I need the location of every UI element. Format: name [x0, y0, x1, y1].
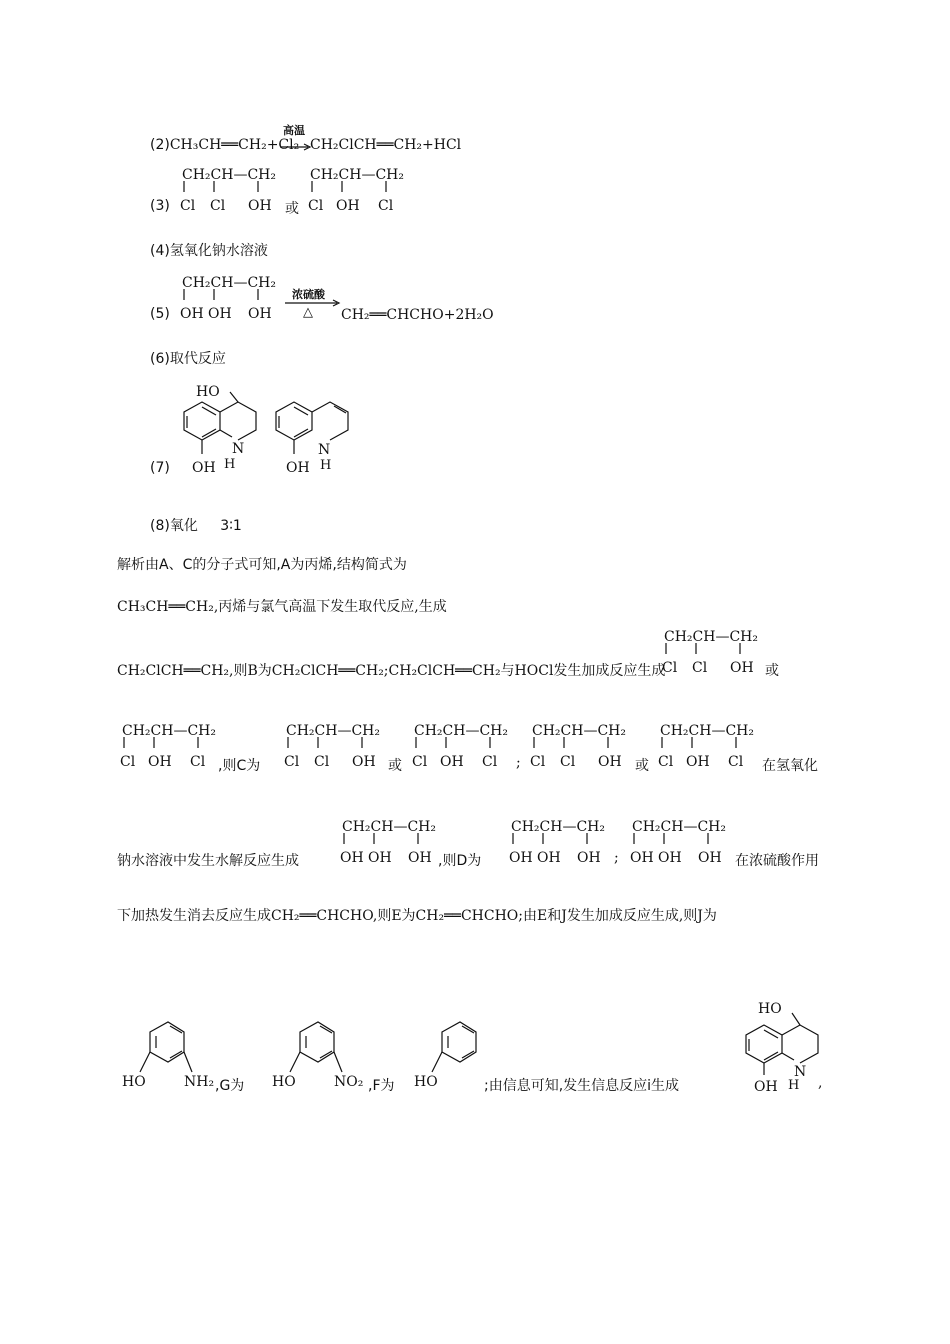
- ap-nh2: NH₂: [184, 1074, 215, 1090]
- q7-label-oh2: OH: [286, 460, 310, 476]
- analysis-or-1: 或: [765, 663, 779, 679]
- analysis-aminophenol: [120, 1020, 220, 1100]
- q3a-sub-1: Cl: [180, 198, 196, 214]
- q5-condition-bottom: △: [303, 305, 313, 320]
- s2-sub-1: Cl: [120, 754, 136, 770]
- q4-number: (4): [150, 243, 170, 259]
- q3b-sub-3: Cl: [378, 198, 394, 214]
- analysis-semicolon-2: ;: [614, 850, 619, 866]
- analysis-c-struct-4: [656, 722, 756, 772]
- q2-rhs: CH₂ClCH══CH₂+HCl: [310, 137, 462, 153]
- analysis-or-2: 或: [388, 758, 402, 774]
- g1-chain: CH₂CH—CH₂: [342, 819, 436, 835]
- analysis-f: ,F为: [368, 1078, 395, 1094]
- ph-ho: HO: [414, 1074, 438, 1090]
- g1-sub-2: OH: [368, 850, 392, 866]
- j-n: N: [794, 1064, 807, 1080]
- q2-line: [150, 137, 299, 153]
- analysis-line4-tail: 在氢氧化: [762, 758, 818, 774]
- analysis-semicolon-1: ;: [516, 755, 521, 771]
- g3-sub-1: OH: [630, 850, 654, 866]
- g2-sub-2: OH: [537, 850, 561, 866]
- analysis-end-comma: ,: [818, 1075, 823, 1091]
- j-h: H: [788, 1078, 800, 1093]
- analysis-line-2: CH₃CH══CH₂,丙烯与氯气高温下发生取代反应,生成: [117, 599, 447, 615]
- c3-sub-2: Cl: [560, 754, 576, 770]
- q8-line: [150, 515, 242, 535]
- c3-sub-3: OH: [598, 754, 622, 770]
- analysis-struct-clOHcl: [118, 722, 218, 772]
- s2-sub-2: OH: [148, 754, 172, 770]
- q4-text: 氢氧化钠水溶液: [169, 243, 268, 259]
- analysis-c-struct-1: [282, 722, 382, 772]
- g3-sub-2: OH: [658, 850, 682, 866]
- q5-sub-2: OH: [208, 306, 232, 322]
- c2-chain: CH₂CH—CH₂: [414, 723, 508, 739]
- q6-text: 取代反应: [169, 351, 226, 367]
- analysis-then-d: ,则D为: [438, 853, 482, 869]
- ap-ho: HO: [122, 1074, 146, 1090]
- q5-product: CH₂══CHCHO+2H₂O: [341, 307, 494, 323]
- q3b-sub-1: Cl: [308, 198, 324, 214]
- q8-text: 氧化: [169, 518, 198, 534]
- q7-label-n2: N: [318, 442, 331, 458]
- g2-sub-3: OH: [577, 850, 601, 866]
- q8-ratio: 3∶1: [220, 518, 242, 534]
- q3a-chain: CH₂CH—CH₂: [182, 167, 276, 183]
- g1-sub-1: OH: [340, 850, 364, 866]
- q5-sub-3: OH: [248, 306, 272, 322]
- c1-sub-1: Cl: [284, 754, 300, 770]
- q3-structure-a: [178, 166, 278, 216]
- analysis-line-3: CH₂ClCH══CH₂,则B为CH₂ClCH══CH₂;CH₂ClCH══CH₂与HOCl发生加成反应生成: [117, 663, 666, 679]
- analysis-struct-clclOH: [660, 628, 760, 678]
- c2-sub-2: OH: [440, 754, 464, 770]
- q4-line: [150, 240, 268, 260]
- analysis-then-c: ,则C为: [218, 758, 261, 774]
- analysis-or-3: 或: [635, 758, 649, 774]
- c4-sub-3: Cl: [728, 754, 744, 770]
- q2-number: (2): [150, 137, 170, 153]
- q3a-sub-2: Cl: [210, 198, 226, 214]
- j-oh: OH: [754, 1079, 778, 1095]
- g3-chain: CH₂CH—CH₂: [632, 819, 726, 835]
- analysis-c-struct-2: [410, 722, 510, 772]
- q2-lhs: CH₃CH══CH₂+Cl₂: [169, 137, 300, 153]
- np-no2: NO₂: [334, 1074, 364, 1090]
- s1-sub-3: OH: [730, 660, 754, 676]
- q7-label-h2: H: [320, 458, 332, 473]
- q6-number: (6): [150, 351, 170, 367]
- q7-structure-dihydroquinolinol: [270, 400, 350, 480]
- q3b-sub-2: OH: [336, 198, 360, 214]
- q7-label-n: N: [232, 441, 245, 457]
- c4-chain: CH₂CH—CH₂: [660, 723, 754, 739]
- q7-label-ho: HO: [196, 384, 220, 400]
- q3-number: (3): [150, 198, 170, 214]
- c2-sub-3: Cl: [482, 754, 498, 770]
- g1-sub-3: OH: [408, 850, 432, 866]
- q3-structure-b: [306, 166, 406, 216]
- c3-sub-1: Cl: [530, 754, 546, 770]
- c4-sub-2: OH: [686, 754, 710, 770]
- analysis-line5-head: 钠水溶液中发生水解反应生成: [117, 853, 299, 869]
- q5-condition-top: 浓硫酸: [292, 288, 325, 301]
- g2-sub-1: OH: [509, 850, 533, 866]
- g2-chain: CH₂CH—CH₂: [511, 819, 605, 835]
- analysis-c-struct-3: [528, 722, 628, 772]
- analysis-info: ;由信息可知,发生信息反应ⅰ生成: [484, 1078, 680, 1094]
- q7-number: (7): [150, 460, 170, 476]
- q2-condition: 高温: [283, 124, 305, 137]
- analysis-line-6: 下加热发生消去反应生成CH₂══CHCHO,则E为CH₂══CHCHO;由E和J发生加成反应生成,则J为: [117, 908, 717, 924]
- s1-sub-2: Cl: [692, 660, 708, 676]
- analysis-glycerol-1: [338, 818, 438, 868]
- c4-sub-1: Cl: [658, 754, 674, 770]
- analysis-line5-tail: 在浓硫酸作用: [735, 853, 819, 869]
- analysis-nitrophenol: [270, 1020, 370, 1100]
- q5-reactant: [178, 274, 278, 324]
- q5-arrow: [285, 300, 341, 306]
- analysis-j-structure: [740, 995, 823, 1095]
- c1-chain: CH₂CH—CH₂: [286, 723, 380, 739]
- s1-chain: CH₂CH—CH₂: [664, 629, 758, 645]
- analysis-line-1: 解析由A、C的分子式可知,A为丙烯,结构简式为: [117, 557, 407, 573]
- q3a-sub-3: OH: [248, 198, 272, 214]
- c3-chain: CH₂CH—CH₂: [532, 723, 626, 739]
- q7-label-h: H: [224, 457, 236, 472]
- q7-label-oh: OH: [192, 460, 216, 476]
- c2-sub-1: Cl: [412, 754, 428, 770]
- analysis-phenol: [412, 1020, 492, 1100]
- q3-or: 或: [285, 201, 299, 217]
- q3b-chain: CH₂CH—CH₂: [310, 167, 404, 183]
- q7-structure-tetrahydroquinolinol: [178, 380, 258, 480]
- c1-sub-2: Cl: [314, 754, 330, 770]
- q8-number: (8): [150, 518, 170, 534]
- analysis-g: ,G为: [215, 1078, 245, 1094]
- j-ho: HO: [758, 1001, 782, 1017]
- g3-sub-3: OH: [698, 850, 722, 866]
- q5-sub-1: OH: [180, 306, 204, 322]
- analysis-glycerol-2: [507, 818, 607, 868]
- q5-chain: CH₂CH—CH₂: [182, 275, 276, 291]
- c1-sub-3: OH: [352, 754, 376, 770]
- q5-number: (5): [150, 306, 170, 322]
- analysis-glycerol-3: [628, 818, 728, 868]
- s1-sub-1: Cl: [662, 660, 678, 676]
- q2-arrow: [280, 144, 312, 150]
- s2-sub-3: Cl: [190, 754, 206, 770]
- q6-line: [150, 348, 226, 368]
- s2-chain: CH₂CH—CH₂: [122, 723, 216, 739]
- np-ho: HO: [272, 1074, 296, 1090]
